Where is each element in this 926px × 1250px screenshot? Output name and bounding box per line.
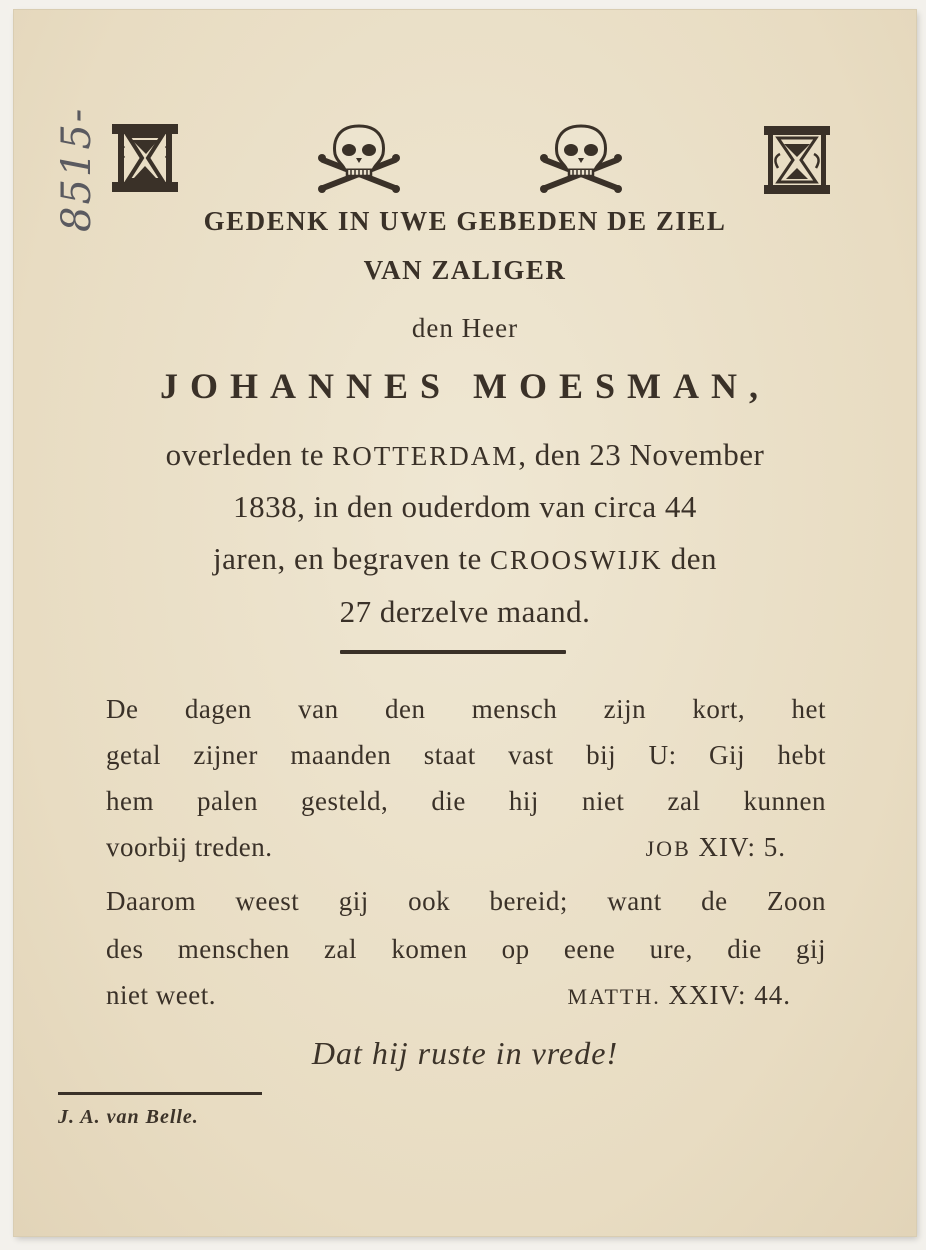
verse-1-line-1: De dagen van den mensch zijn kort, het — [106, 694, 826, 724]
honorific: den Heer — [411, 313, 519, 343]
memorial-card — [14, 10, 916, 1236]
verse-2-line-2: des menschen zal komen op eene ure, die gij — [106, 934, 826, 964]
biography-text: jaren, en begraven te — [213, 541, 490, 576]
verse-2-text: niet weet. — [106, 980, 216, 1010]
hourglass-icon — [762, 124, 832, 196]
verse-2-line-3 — [106, 980, 791, 1011]
biography-line-2: 1838, in den ouderdom van circa 44 — [233, 489, 697, 524]
skull-crossbones-icon — [537, 122, 625, 194]
biography-text: overleden te — [165, 437, 333, 472]
verse-2-line-1: Daarom weest gij ook bereid; want de Zoon — [106, 886, 826, 916]
closing-prayer: Dat hij ruste in vrede! — [311, 1035, 619, 1071]
biography-line-1 — [14, 437, 916, 473]
biography-text: , den 23 November — [518, 437, 765, 472]
verse-2-reference — [567, 980, 791, 1011]
reference-book: JOB — [645, 836, 691, 861]
verse-1-line-3: hem palen gesteld, die hij niet zal kunnen — [106, 786, 826, 816]
burial-place: CROOSWIJK — [489, 545, 663, 575]
printer-rule — [58, 1092, 262, 1095]
verse-1-line-4 — [106, 832, 786, 863]
divider-rule — [340, 650, 566, 654]
heading-line-1: GEDENK IN UWE GEBEDEN DE ZIEL — [203, 206, 727, 236]
verse-1-line-2: getal zijner maanden staat vast bij U: Gij hebt — [106, 740, 826, 770]
skull-crossbones-icon — [315, 122, 403, 194]
heading-line-2: VAN ZALIGER — [363, 255, 567, 285]
biography-line-3 — [14, 541, 916, 577]
handwritten-note: 8515- — [54, 106, 100, 232]
biography-text: den — [662, 541, 717, 576]
deceased-name: JOHANNES MOESMAN, — [159, 366, 771, 406]
reference-book: MATTH. — [567, 984, 661, 1009]
hourglass-icon — [110, 122, 180, 194]
verse-1-text: voorbij treden. — [106, 832, 273, 862]
biography-line-4: 27 derzelve maand. — [339, 594, 591, 629]
reference-number: XXIV: 44. — [660, 980, 791, 1010]
verse-1-reference — [646, 832, 786, 863]
place-of-death: ROTTERDAM — [332, 441, 519, 471]
printer-imprint: J. A. van Belle. — [58, 1106, 199, 1128]
reference-number: XIV: 5. — [690, 832, 786, 862]
